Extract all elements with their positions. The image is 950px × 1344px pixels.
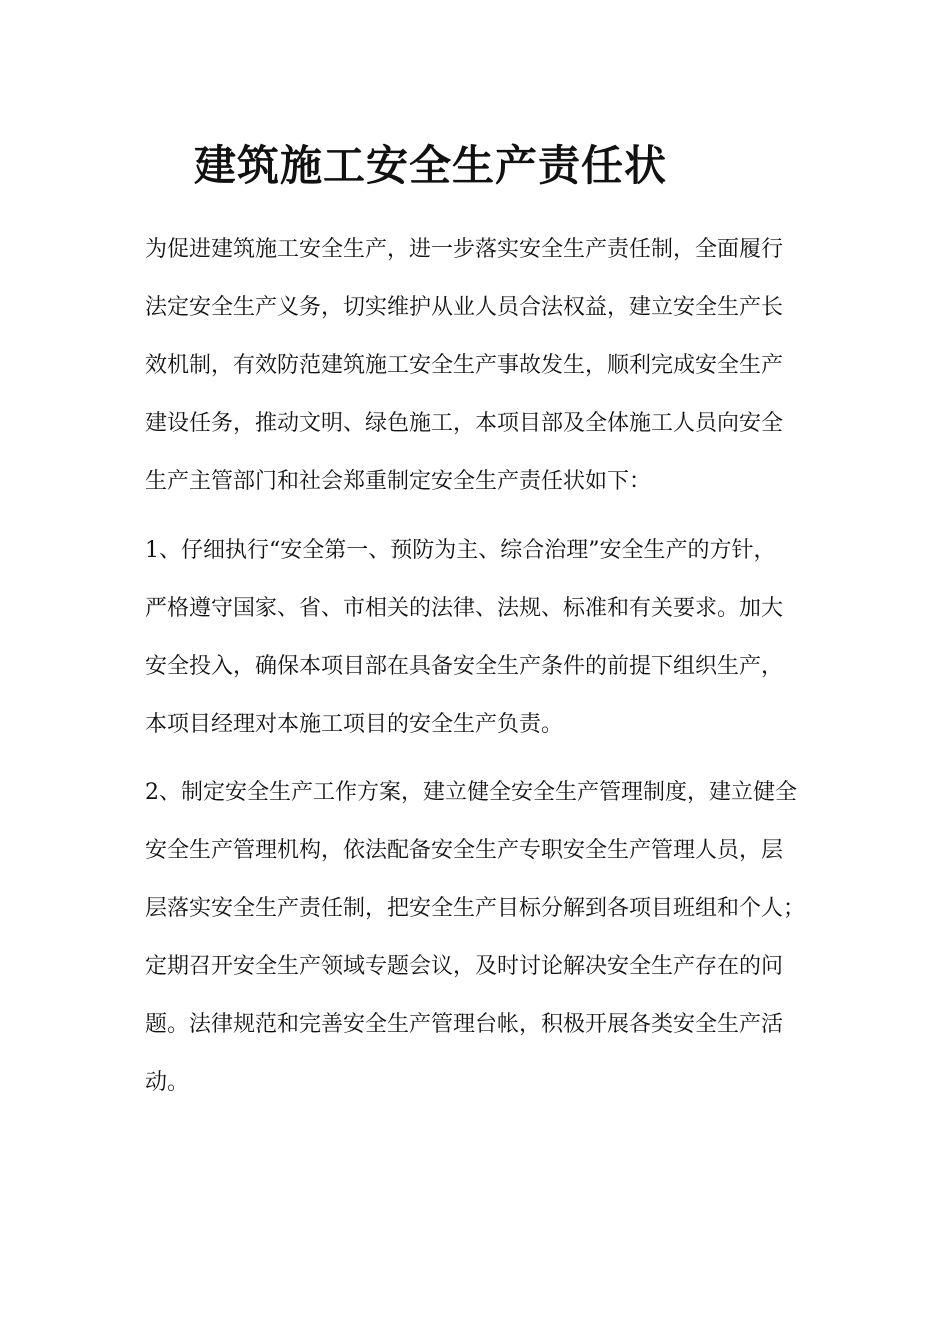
paragraph-line: 生产主管部门和社会郑重制定安全生产责任状如下： xyxy=(145,469,652,494)
paragraph-line: 严格遵守国家、省、市相关的法律、法规、标准和有关要求。加大 xyxy=(145,596,784,621)
paragraph-line: 题。法律规范和完善安全生产管理台帐，积极开展各类安全生产活 xyxy=(145,1012,784,1037)
paragraph-line: 层落实安全生产责任制，把安全生产目标分解到各项目班组和个人； xyxy=(145,896,806,921)
paragraph-line: 安全生产管理机构，依法配备安全生产专职安全生产管理人员，层 xyxy=(145,838,784,863)
paragraph-item-2 xyxy=(145,764,825,1112)
paragraph-line: 本项目经理对本施工项目的安全生产负责。 xyxy=(145,712,564,737)
document-title: 建筑施工安全生产责任状 xyxy=(194,141,668,190)
paragraph-line: 建设任务，推动文明、绿色施工，本项目部及全体施工人员向安全 xyxy=(145,411,784,436)
paragraph-line: 定期召开安全生产领域专题会议，及时讨论解决安全生产存在的问 xyxy=(145,954,784,979)
paragraph-item-1 xyxy=(145,522,825,754)
paragraph-line: 动。 xyxy=(145,1070,190,1095)
paragraph-line: 安全投入，确保本项目部在具备安全生产条件的前提下组织生产， xyxy=(145,654,784,679)
paragraph-line: 效机制，有效防范建筑施工安全生产事故发生，顺利完成安全生产 xyxy=(145,353,784,378)
paragraph-line: 法定安全生产义务，切实维护从业人员合法权益，建立安全生产长 xyxy=(145,295,784,320)
paragraph-line: 为促进建筑施工安全生产，进一步落实安全生产责任制，全面履行 xyxy=(145,237,784,262)
paragraph-intro xyxy=(145,221,825,511)
paragraph-line: 1、仔细执行“安全第一、预防为主、综合治理”安全生产的方针， xyxy=(145,538,776,563)
paragraph-line: 2、制定安全生产工作方案，建立健全安全生产管理制度，建立健全 xyxy=(145,780,797,805)
